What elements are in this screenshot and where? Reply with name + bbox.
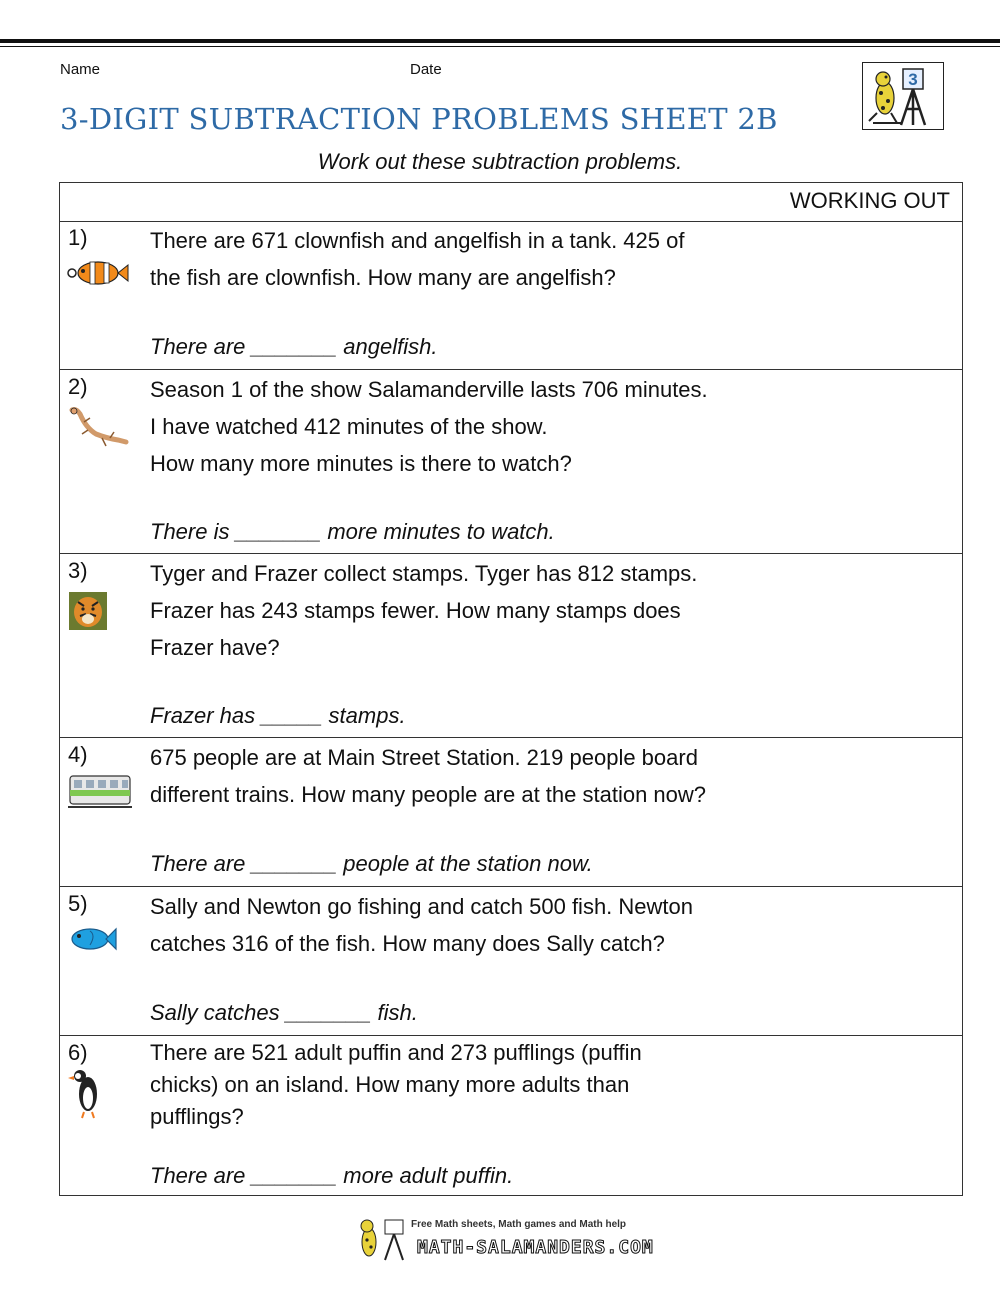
footer-brand: MATH-SALAMANDERS.COM bbox=[417, 1237, 654, 1258]
answer-line: There are _______ more adult puffin. bbox=[150, 1163, 514, 1188]
fish-icon bbox=[66, 923, 134, 967]
clownfish-icon bbox=[66, 257, 134, 301]
problem-number: 4) bbox=[68, 742, 88, 767]
answer-line: There are _______ people at the station now. bbox=[150, 851, 593, 876]
problem-row bbox=[60, 554, 962, 738]
grade-logo bbox=[862, 62, 944, 130]
puffin-icon bbox=[66, 1068, 134, 1120]
working-out-label: WORKING OUT bbox=[789, 188, 950, 213]
question-text: Tyger and Frazer collect stamps. Tyger has 812 stamps. Frazer has 243 stamps fewer. How many stamps does Frazer have? bbox=[150, 561, 698, 660]
answer-line: Sally catches _______ fish. bbox=[150, 1000, 418, 1025]
answer-line: There is _______ more minutes to watch. bbox=[150, 519, 555, 544]
salamander-logo-icon bbox=[355, 1216, 407, 1262]
problem-number: 1) bbox=[68, 225, 88, 250]
question-text: There are 671 clownfish and angelfish in a tank. 425 of the fish are clownfish. How many are angelfish? bbox=[150, 228, 685, 290]
salamander-icon bbox=[66, 406, 134, 450]
problem-row bbox=[60, 1036, 962, 1195]
date-label: Date bbox=[410, 61, 442, 78]
problem-number: 3) bbox=[68, 558, 88, 583]
question-text: Sally and Newton go fishing and catch 500 fish. Newton catches 316 of the fish. How many does Sally catch? bbox=[150, 894, 693, 956]
name-label: Name bbox=[60, 61, 101, 78]
problem-row bbox=[60, 221, 962, 370]
footer-tagline: Free Math sheets, Math games and Math help bbox=[411, 1219, 627, 1230]
top-rule-thick bbox=[0, 39, 1000, 43]
table-header bbox=[60, 183, 962, 222]
top-rule-thin bbox=[0, 46, 1000, 47]
problem-row bbox=[60, 887, 962, 1036]
grade-number: 3 bbox=[908, 70, 918, 89]
question-text: 675 people are at Main Street Station. 219 people board different trains. How many people are at the station now? bbox=[150, 745, 707, 807]
instructions: Work out these subtraction problems. bbox=[317, 149, 683, 174]
problem-number: 5) bbox=[68, 891, 88, 916]
tiger-icon bbox=[66, 590, 134, 634]
problem-table bbox=[59, 182, 963, 1196]
problem-row bbox=[60, 738, 962, 887]
answer-line: Frazer has _____ stamps. bbox=[150, 703, 406, 728]
problem-number: 6) bbox=[68, 1040, 88, 1065]
question-text: Season 1 of the show Salamanderville lasts 706 minutes. I have watched 412 minutes of the show. How many more minutes is there to watch? bbox=[150, 377, 708, 476]
salamander-teacher-icon bbox=[863, 63, 943, 129]
train-icon bbox=[66, 774, 134, 818]
answer-line: There are _______ angelfish. bbox=[150, 334, 438, 359]
footer-logo bbox=[355, 1212, 654, 1264]
question-text: There are 521 adult puffin and 273 pufflings (puffin chicks) on an island. How many more adults than pufflings? bbox=[150, 1040, 642, 1129]
problem-row bbox=[60, 370, 962, 554]
problem-number: 2) bbox=[68, 374, 88, 399]
page-title: 3-DIGIT SUBTRACTION PROBLEMS SHEET 2B bbox=[60, 102, 778, 136]
